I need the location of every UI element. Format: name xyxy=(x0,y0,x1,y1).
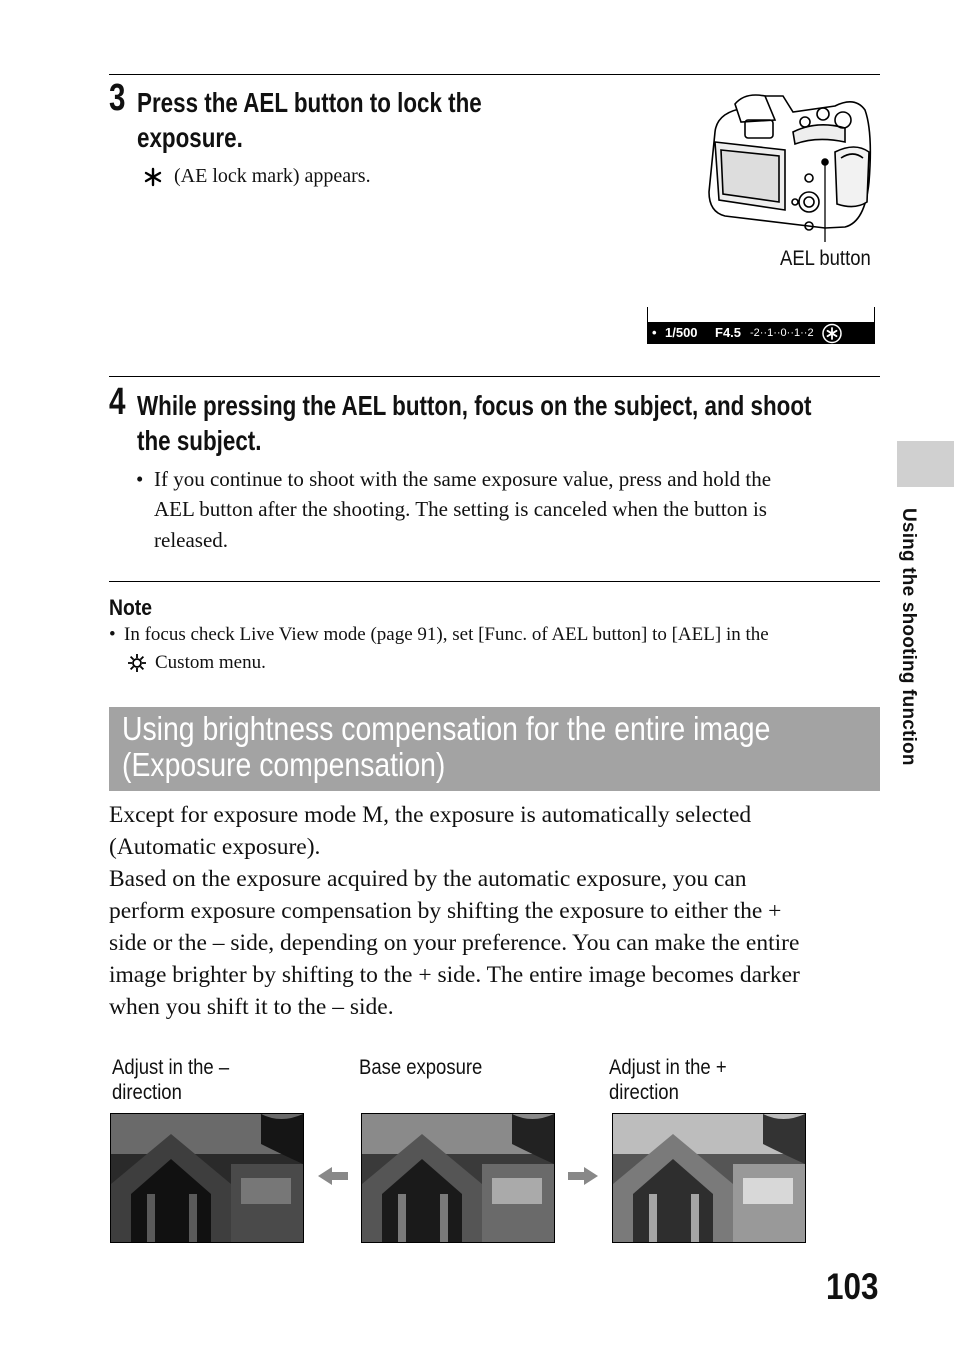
lcd-dot: • xyxy=(652,325,657,340)
lcd-exposure-strip xyxy=(647,307,875,344)
body-line: side or the – side, depending on your preference. You can make the entire xyxy=(109,930,800,956)
step-4-bullet-line3: released. xyxy=(154,528,229,552)
body-line: perform exposure compensation by shifting the exposure to either the + xyxy=(109,898,782,924)
arrow-right-icon xyxy=(566,1165,600,1187)
note-line2: Custom menu. xyxy=(155,652,266,673)
note-bullet-dot: • xyxy=(109,624,116,645)
ael-button-callout: AEL button xyxy=(780,247,871,270)
section-title-line2: (Exposure compensation) xyxy=(122,746,446,783)
minus-label-line1: Adjust in the – xyxy=(112,1056,230,1079)
step-3-number: 3 xyxy=(109,77,125,119)
body-line: (Automatic exposure). xyxy=(109,834,321,860)
lcd-shutter-speed: 1/500 xyxy=(665,325,698,340)
note-line1: In focus check Live View mode (page 91), set [Func. of AEL button] to [AEL] in the xyxy=(124,624,769,645)
note-rule xyxy=(109,581,880,582)
step-4-title-line2: the subject. xyxy=(137,425,262,456)
step-4-rule xyxy=(109,376,880,377)
body-line: image brighter by shifting to the + side. The entire image becomes darker xyxy=(109,962,800,988)
chapter-tab-marker xyxy=(897,441,954,487)
body-line: Except for exposure mode M, the exposure is automatically selected xyxy=(109,802,752,828)
base-label: Base exposure xyxy=(359,1056,483,1079)
ae-lock-mark-icon xyxy=(143,167,163,187)
step-3-title-line2: exposure. xyxy=(137,122,243,153)
minus-label-line2: direction xyxy=(112,1081,182,1104)
body-line: when you shift it to the – side. xyxy=(109,994,394,1020)
step-4-number: 4 xyxy=(109,381,125,423)
lcd-exposure-scale: -2··1··0··1··2 xyxy=(750,327,814,339)
top-rule xyxy=(109,74,880,75)
chapter-side-label: Using the shooting function xyxy=(898,508,919,766)
step-4-bullet-dot: • xyxy=(136,467,144,491)
note-heading: Note xyxy=(109,595,153,620)
ae-lock-mark-text: (AE lock mark) appears. xyxy=(174,165,371,187)
body-text-block xyxy=(109,799,800,1023)
base-exposure-photo xyxy=(361,1113,555,1243)
camera-illustration xyxy=(705,92,875,242)
section-title-line1: Using brightness compensation for the entire image xyxy=(122,710,771,747)
darker-exposure-photo xyxy=(110,1113,304,1243)
custom-menu-gear-icon xyxy=(127,653,147,673)
arrow-left-icon xyxy=(316,1165,350,1187)
step-4-title-line1: While pressing the AEL button, focus on the subject, and shoot xyxy=(137,390,812,421)
lcd-aperture: F4.5 xyxy=(715,325,742,340)
page-number: 103 xyxy=(826,1266,879,1307)
step-3-title-line1: Press the AEL button to lock the xyxy=(137,87,482,118)
step-4-bullet-line2: AEL button after the shooting. The setting is canceled when the button is xyxy=(154,497,767,521)
plus-label-line2: direction xyxy=(609,1081,679,1104)
ae-lock-indicator-icon xyxy=(820,323,844,344)
body-line: Based on the exposure acquired by the automatic exposure, you can xyxy=(109,866,747,892)
brighter-exposure-photo xyxy=(612,1113,806,1243)
step-4-bullet-line1: If you continue to shoot with the same exposure value, press and hold the xyxy=(154,467,772,491)
plus-label-line1: Adjust in the + xyxy=(609,1056,727,1079)
